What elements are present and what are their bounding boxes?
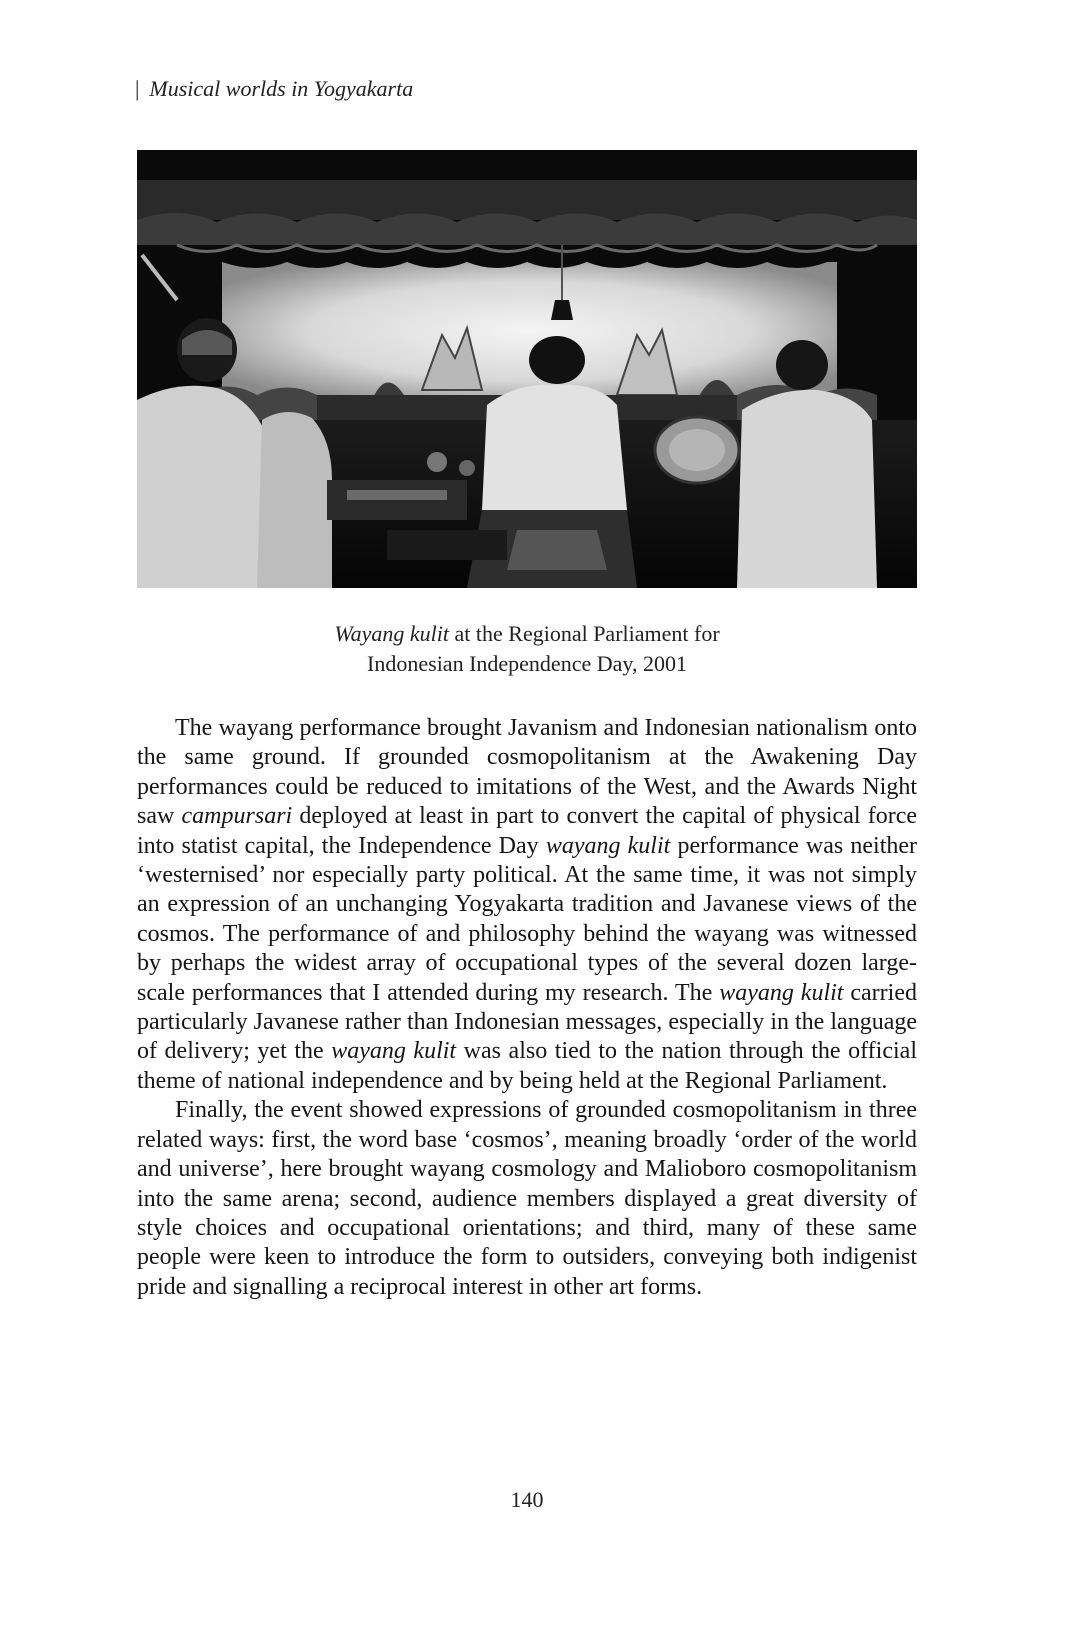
page-number: 140 — [510, 1487, 544, 1512]
paragraph-text: was also tied to the nation through the official theme of national independence and by being held at the Regional Parliament. — [137, 1038, 917, 1094]
body-text — [137, 714, 917, 1302]
paragraph-text: The wayang performance brought Javanism and Indonesian nationalism onto the same ground. If grounded cosmopolitanism at the Awakening Day performances could be reduced to imitations of the West, and the Awards Night saw — [137, 715, 917, 830]
caption-italic-term: Wayang kulit — [334, 621, 450, 646]
figure-caption — [137, 619, 917, 679]
wayang-photo — [137, 150, 917, 588]
caption-line-1 — [137, 619, 917, 649]
running-head-separator: | — [135, 76, 140, 101]
italic-term: campursari — [181, 803, 293, 830]
paragraph-text: deployed at least in part to convert the capital of physical force into statist capital, the Independence Day — [137, 803, 917, 859]
italic-term: wayang kulit — [331, 1038, 457, 1065]
paragraph-text: carried particularly Javanese rather than Indonesian messages, especially in the language of delivery; yet the — [137, 979, 917, 1065]
paragraph-text: performance was neither ‘westernised’ nor especially party political. At the same time, it was not simply an expression of an unchanging Yogyakarta tradition and Javanese views of the cosmos. The performance of and philosophy behind the wayang was witnessed by perhaps the widest array of occupational types of the several dozen large-scale performances that I attended during my research. The — [137, 832, 918, 1006]
caption-line-2: Indonesian Independence Day, 2001 — [367, 651, 687, 676]
wayang-photo-illustration — [137, 150, 917, 588]
caption-line-1-rest: at the Regional Parliament for — [449, 621, 720, 646]
running-head-title: Musical worlds in Yogyakarta — [149, 76, 414, 101]
italic-term: wayang kulit — [719, 979, 844, 1006]
body-paragraph — [137, 1096, 917, 1302]
body-paragraph — [137, 714, 917, 1096]
running-head — [135, 76, 413, 102]
paragraph-text: Finally, the event showed expressions of grounded cosmopolitanism in three related ways: first, the word base ‘cosmos’, meaning broadly ‘order of the world and universe’, here brought wayang cosmology and Malioboro cosmopolitanism into the same arena; second, audience members displayed a great diversity of style choices and occupational orientations; and third, many of these same people were keen to introduce the form to outsiders, conveying both indigenist pride and signalling a reciprocal interest in other art forms. — [137, 1097, 917, 1300]
italic-term: wayang kulit — [545, 832, 671, 859]
